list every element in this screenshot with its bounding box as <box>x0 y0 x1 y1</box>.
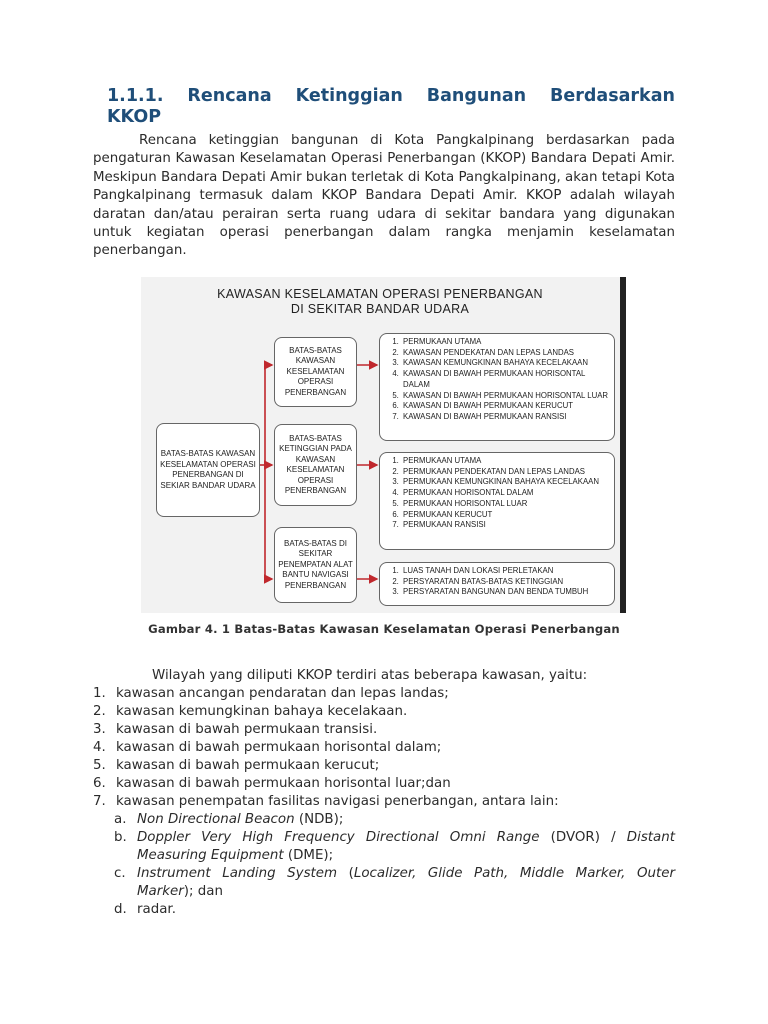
list-box-item: 2. PERMUKAAN PENDEKATAN DAN LEPAS LANDAS <box>401 467 610 478</box>
sub-list-item <box>93 865 675 901</box>
sub-list-letter: c. <box>114 866 126 881</box>
list-number: 1. <box>93 686 106 701</box>
diagram-title-line2: DI SEKITAR BANDAR UDARA <box>290 302 470 316</box>
list-item <box>93 793 675 811</box>
list-box-item: 2. PERSYARATAN BATAS-BATAS KETINGGIAN <box>401 577 610 588</box>
list-box-item: 1. PERMUKAAN UTAMA <box>401 456 610 467</box>
list-text: kawasan di bawah permukaan transisi. <box>116 722 378 737</box>
list-item <box>93 685 675 703</box>
navigation-facility-list <box>93 811 675 919</box>
list-box-item: 3. KAWASAN KEMUNGKINAN BAHAYA KECELAKAAN <box>401 358 610 369</box>
sub-list-italic: Non Directional Beacon <box>137 812 295 827</box>
root-box <box>156 423 260 517</box>
branch-box-label: BATAS-BATAS KETINGGIAN PADA KAWASAN KESELAMATAN OPERASI PENERBANGAN <box>279 433 352 495</box>
list-item <box>93 775 675 793</box>
list-text: kawasan kemungkinan bahaya kecelakaan. <box>116 704 408 719</box>
list-box-item: 3. PERSYARATAN BANGUNAN DAN BENDA TUMBUH <box>401 587 610 598</box>
branch-box-3 <box>274 527 357 603</box>
sub-list-italic: Distant Measuring Equipment <box>137 830 675 863</box>
list-number: 5. <box>93 758 106 773</box>
list-box-item: 6. PERMUKAAN KERUCUT <box>401 510 610 521</box>
sub-list-text: (DME); <box>283 848 334 863</box>
figure-caption: Gambar 4. 1 Batas-Batas Kawasan Keselamatan Operasi Penerbangan <box>148 622 620 636</box>
list-box-item: 7. KAWASAN DI BAWAH PERMUKAAN RANSISI <box>401 412 610 423</box>
heading-word: Bangunan <box>426 86 527 106</box>
heading-line2: KKOP <box>107 107 162 127</box>
intro-paragraph: Rencana ketinggian bangunan di Kota Pangkalpinang berdasarkan pada pengaturan Kawasan Keselamatan Operasi Penerbangan (KKOP) Bandara Depati Amir. Meskipun Bandara Depati Amir bukan terletak di Kota Pangkalpinang, akan tetapi Kota Pangkalpinang termasuk dalam KKOP Bandara Depati Amir. KKOP adalah wilayah daratan dan/atau perairan serta ruang udara di sekitar bandara yang digunakan untuk kegiatan operasi penerbangan dalam rangka menjamin keselamatan penerbangan. <box>93 133 675 259</box>
sub-list-text: (NDB); <box>294 812 344 827</box>
list-box-item: 1. PERMUKAAN UTAMA <box>401 337 610 348</box>
list-number: 4. <box>93 740 106 755</box>
sub-list-item <box>93 811 675 829</box>
list-box-item: 5. KAWASAN DI BAWAH PERMUKAAN HORISONTAL LUAR <box>401 391 610 402</box>
section-heading <box>107 86 675 128</box>
list-number: 2. <box>93 704 106 719</box>
kawasan-list <box>93 685 675 811</box>
list-box-item: 3. PERMUKAAN KEMUNGKINAN BAHAYA KECELAKAAN <box>401 477 610 488</box>
list-item <box>93 757 675 775</box>
list-box-item: 4. PERMUKAAN HORISONTAL DALAM <box>401 488 610 499</box>
heading-word: Ketinggian <box>295 86 403 106</box>
list-box-item: 5. PERMUKAAN HORISONTAL LUAR <box>401 499 610 510</box>
sub-list-item <box>93 829 675 865</box>
kkop-diagram <box>141 277 626 613</box>
list-box-item: 6. KAWASAN DI BAWAH PERMUKAAN KERUCUT <box>401 401 610 412</box>
list-text: kawasan penempatan fasilitas navigasi penerbangan, antara lain: <box>116 794 559 809</box>
sub-list-text: ( <box>337 866 354 881</box>
sub-list-italic: Doppler Very High Frequency Directional Omni Range <box>137 830 540 845</box>
list-box-item: 7. PERMUKAAN RANSISI <box>401 520 610 531</box>
list-intro: Wilayah yang diliputi KKOP terdiri atas beberapa kawasan, yaitu: <box>152 668 588 683</box>
root-box-label: BATAS-BATAS KAWASAN KESELAMATAN OPERASI PENERBANGAN DI SEKIAR BANDAR UDARA <box>160 449 256 490</box>
list-box-3 <box>379 562 615 606</box>
branch-box-label: BATAS-BATAS DI SEKITAR PENEMPATAN ALAT BANTU NAVIGASI PENERBANGAN <box>278 538 353 590</box>
list-text: kawasan ancangan pendaratan dan lepas landas; <box>116 686 449 701</box>
branch-box-label: BATAS-BATAS KAWASAN KESELAMATAN OPERASI PENERBANGAN <box>284 345 347 397</box>
list-number: 6. <box>93 776 106 791</box>
sub-list-text: radar. <box>137 902 176 917</box>
list-text: kawasan di bawah permukaan horisontal luar;dan <box>116 776 451 791</box>
heading-word: Rencana <box>187 86 272 106</box>
heading-word: Berdasarkan <box>550 86 675 106</box>
sub-list-letter: b. <box>114 830 127 845</box>
sub-list-text: ); dan <box>183 884 223 899</box>
list-text: kawasan di bawah permukaan kerucut; <box>116 758 380 773</box>
list-box-item: 1. LUAS TANAH DAN LOKASI PERLETAKAN <box>401 566 610 577</box>
branch-box-1 <box>274 337 357 407</box>
sub-list-item <box>93 901 675 919</box>
list-box-item: 2. KAWASAN PENDEKATAN DAN LEPAS LANDAS <box>401 348 610 359</box>
sub-list-text: (DVOR) / <box>539 830 627 845</box>
list-text: kawasan di bawah permukaan horisontal dalam; <box>116 740 442 755</box>
list-number: 3. <box>93 722 106 737</box>
list-box-1 <box>379 333 615 441</box>
sub-list-italic: Localizer, Glide Path, Middle Marker, Outer Marker <box>137 866 676 899</box>
sub-list-letter: d. <box>114 902 127 917</box>
list-item <box>93 721 675 739</box>
list-item <box>93 739 675 757</box>
branch-box-2 <box>274 424 357 506</box>
list-box-2 <box>379 452 615 550</box>
diagram-title-line1: KAWASAN KESELAMATAN OPERASI PENERBANGAN <box>217 287 543 301</box>
list-box-item: 4. KAWASAN DI BAWAH PERMUKAAN HORISONTAL DALAM <box>401 369 610 390</box>
list-item <box>93 703 675 721</box>
list-number: 7. <box>93 794 106 809</box>
heading-number: 1.1.1. <box>107 86 164 106</box>
sub-list-italic: Instrument Landing System <box>137 866 338 881</box>
sub-list-letter: a. <box>114 812 127 827</box>
